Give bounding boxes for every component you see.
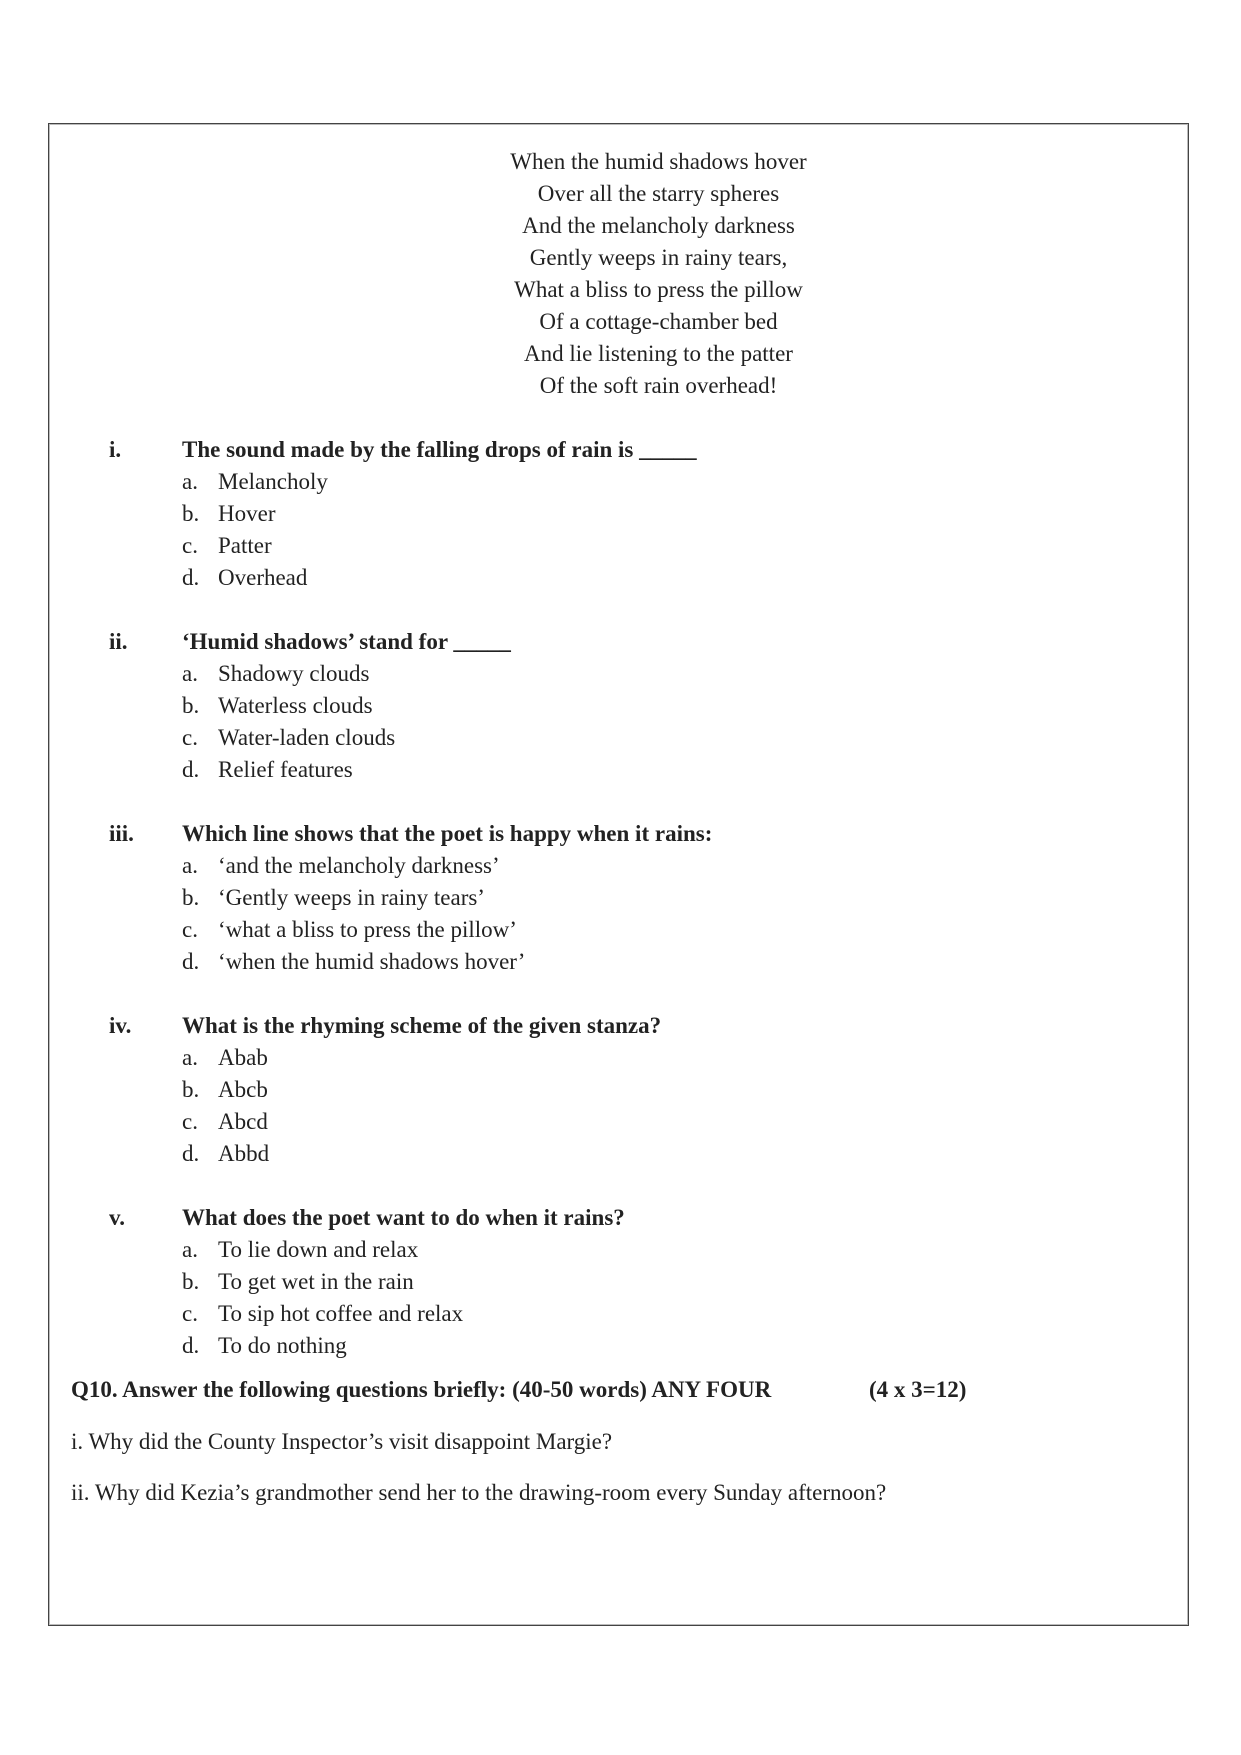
- option-letter: a.: [182, 1045, 198, 1070]
- option-letter: a.: [182, 853, 198, 878]
- q10-marks: (4 x 3=12): [869, 1377, 967, 1402]
- option-text: Patter: [218, 533, 272, 558]
- question-text: Which line shows that the poet is happy when it rains:: [182, 821, 713, 846]
- option-d: [182, 946, 525, 978]
- option-a: [182, 658, 395, 690]
- option-d: [182, 562, 328, 594]
- option-text: To sip hot coffee and relax: [218, 1301, 464, 1326]
- question-text: The sound made by the falling drops of rain is _____: [182, 437, 697, 462]
- option-text: Abcb: [218, 1077, 268, 1102]
- option-letter: d.: [182, 565, 200, 590]
- poem-line: Gently weeps in rainy tears,: [529, 245, 788, 270]
- option-text: Melancholy: [218, 469, 328, 494]
- option-b: [182, 498, 328, 530]
- option-letter: d.: [182, 949, 200, 974]
- question-paper-frame: [48, 123, 1189, 1626]
- poem-line: Of a cottage-chamber bed: [539, 309, 778, 334]
- option-text: Abab: [218, 1045, 268, 1070]
- option-text: To do nothing: [218, 1333, 347, 1358]
- short-question-2: ii. Why did Kezia’s grandmother send her to the drawing-room every Sunday afternoon?: [71, 1480, 887, 1505]
- option-letter: d.: [182, 1141, 200, 1166]
- option-text: To get wet in the rain: [218, 1269, 414, 1294]
- option-text: Shadowy clouds: [218, 661, 370, 686]
- option-text: To lie down and relax: [218, 1237, 419, 1262]
- poem-line: And lie listening to the patter: [524, 341, 793, 366]
- option-letter: d.: [182, 1333, 200, 1358]
- question-number: iv.: [109, 1013, 132, 1038]
- question-number: i.: [109, 437, 122, 462]
- question-text: What is the rhyming scheme of the given stanza?: [182, 1013, 662, 1038]
- question-number: iii.: [109, 821, 134, 846]
- question-number: v.: [109, 1205, 125, 1230]
- option-letter: c.: [182, 1301, 198, 1326]
- option-text: Abbd: [218, 1141, 270, 1166]
- question-number: ii.: [109, 629, 128, 654]
- option-text: ‘and the melancholy darkness’: [218, 853, 500, 878]
- option-b: [182, 690, 395, 722]
- poem-stanza: [49, 146, 1188, 402]
- option-letter: b.: [182, 1269, 200, 1294]
- option-text: Relief features: [218, 757, 353, 782]
- option-text: Overhead: [218, 565, 308, 590]
- option-text: Water-laden clouds: [218, 725, 396, 750]
- option-letter: b.: [182, 885, 200, 910]
- option-letter: a.: [182, 661, 198, 686]
- option-letter: c.: [182, 917, 198, 942]
- option-letter: b.: [182, 1077, 200, 1102]
- options-list: [182, 658, 395, 786]
- option-d: [182, 1138, 269, 1170]
- poem-line: Over all the starry spheres: [537, 181, 780, 206]
- option-b: [182, 1074, 269, 1106]
- option-letter: c.: [182, 725, 198, 750]
- option-c: [182, 914, 525, 946]
- option-a: [182, 850, 525, 882]
- option-letter: d.: [182, 757, 200, 782]
- option-c: [182, 530, 328, 562]
- q10-heading: Q10. Answer the following questions briefly: (40-50 words) ANY FOUR: [71, 1377, 772, 1402]
- option-letter: a.: [182, 469, 198, 494]
- option-text: ‘Gently weeps in rainy tears’: [218, 885, 485, 910]
- option-letter: c.: [182, 1109, 198, 1134]
- option-d: [182, 1330, 463, 1362]
- poem-line: When the humid shadows hover: [510, 149, 807, 174]
- option-text: Waterless clouds: [218, 693, 373, 718]
- option-c: [182, 1106, 269, 1138]
- options-list: [182, 466, 328, 594]
- option-a: [182, 1042, 269, 1074]
- option-b: [182, 882, 525, 914]
- short-question-1: i. Why did the County Inspector’s visit disappoint Margie?: [71, 1429, 613, 1454]
- question-text: ‘Humid shadows’ stand for _____: [182, 629, 511, 654]
- poem-line: Of the soft rain overhead!: [539, 373, 778, 398]
- options-list: [182, 1042, 269, 1170]
- option-letter: c.: [182, 533, 198, 558]
- question-text: What does the poet want to do when it rains?: [182, 1205, 625, 1230]
- option-d: [182, 754, 395, 786]
- options-list: [182, 850, 525, 978]
- option-letter: b.: [182, 693, 200, 718]
- options-list: [182, 1234, 463, 1362]
- option-letter: b.: [182, 501, 200, 526]
- poem-line: And the melancholy darkness: [522, 213, 795, 238]
- poem-line: What a bliss to press the pillow: [514, 277, 803, 302]
- option-letter: a.: [182, 1237, 198, 1262]
- option-c: [182, 722, 395, 754]
- option-a: [182, 1234, 463, 1266]
- option-text: Hover: [218, 501, 276, 526]
- option-text: Abcd: [218, 1109, 268, 1134]
- option-text: ‘when the humid shadows hover’: [218, 949, 526, 974]
- option-b: [182, 1266, 463, 1298]
- option-text: ‘what a bliss to press the pillow’: [218, 917, 517, 942]
- option-a: [182, 466, 328, 498]
- option-c: [182, 1298, 463, 1330]
